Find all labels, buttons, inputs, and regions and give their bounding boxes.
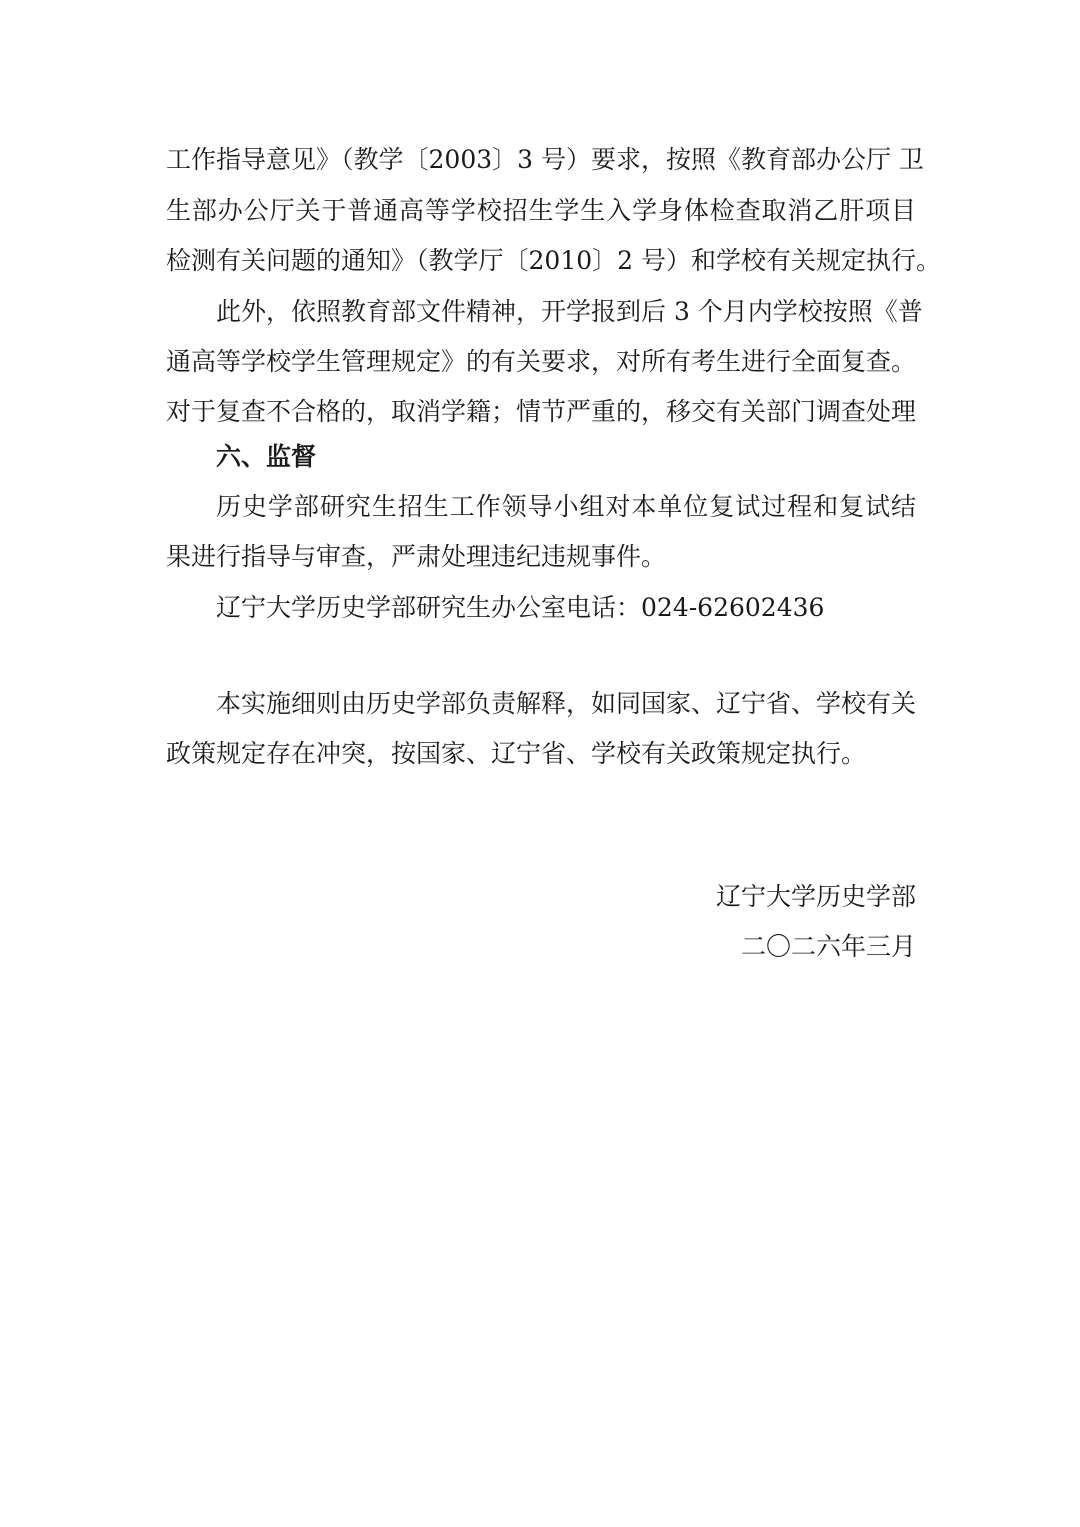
paragraph-3-line-2: 果进行指导与审查，严肃处理违纪违规事件。	[166, 542, 667, 571]
paragraph-2-line-1: 此外，依照教育部文件精神，开学报到后 3 个月内学校按照《普	[216, 297, 923, 326]
contact-phone-line: 辽宁大学历史学部研究生办公室电话：024-62602436	[216, 593, 825, 622]
paragraph-1-line-1: 工作指导意见》（教学〔2003〕3 号）要求，按照《教育部办公厅 卫	[166, 145, 924, 174]
signature-date: 二〇二六年三月	[740, 932, 916, 961]
section-heading-supervision: 六、监督	[216, 442, 317, 471]
paragraph-2-line-3: 对于复查不合格的，取消学籍；情节严重的，移交有关部门调查处理	[166, 397, 917, 426]
paragraph-1-line-2: 生部办公厅关于普通高等学校招生学生入学身体检查取消乙肝项目	[166, 196, 916, 225]
paragraph-2-line-2: 通高等学校学生管理规定》的有关要求，对所有考生进行全面复查。	[166, 347, 917, 376]
paragraph-1-line-3: 检测有关问题的通知》（教学厅〔2010〕2 号）和学校有关规定执行。	[166, 246, 941, 275]
signature-organization: 辽宁大学历史学部	[715, 882, 916, 911]
paragraph-4-line-1: 本实施细则由历史学部负责解释，如同国家、辽宁省、学校有关	[216, 689, 917, 718]
paragraph-3-line-1: 历史学部研究生招生工作领导小组对本单位复试过程和复试结	[216, 492, 916, 521]
paragraph-4-line-2: 政策规定存在冲突，按国家、辽宁省、学校有关政策规定执行。	[166, 739, 867, 768]
